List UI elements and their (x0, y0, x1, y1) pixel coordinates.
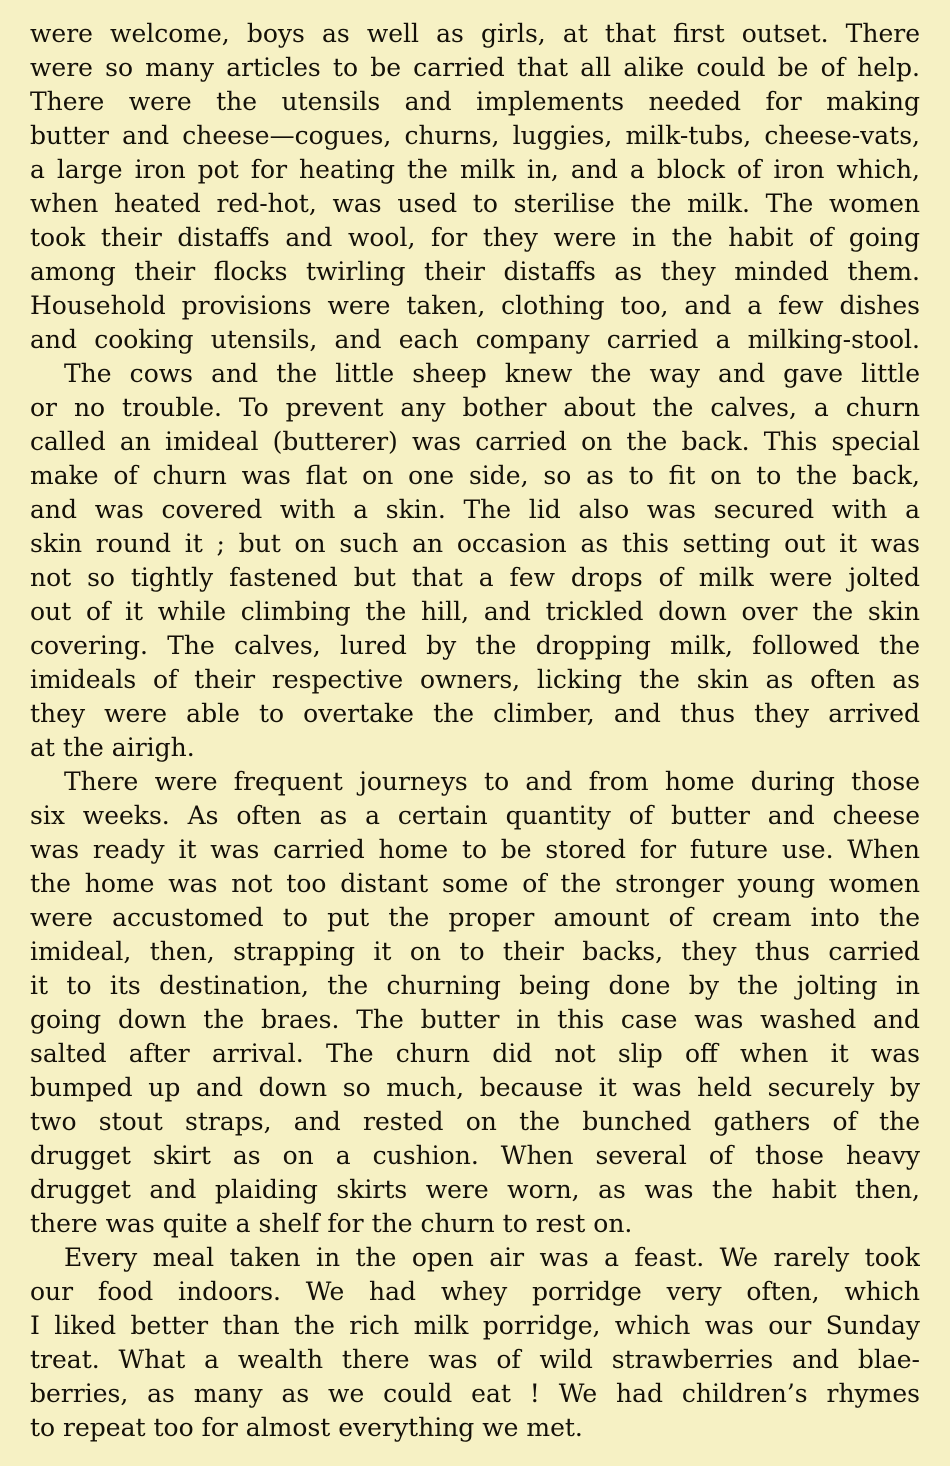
text-line: drugget skirt as on a cushion. When several of those heavy (30, 1141, 920, 1170)
text-line: six weeks. As often as a certain quantity of butter and cheese (30, 801, 920, 830)
text-line: our food indoors. We had whey porridge very often, which (30, 1277, 920, 1306)
text-line: and cooking utensils, and each company carried a milking-stool. (30, 325, 920, 354)
text-line: skin round it ; but on such an occasion as this setting out it was (30, 529, 920, 558)
text-line: Every meal taken in the open air was a feast. We rarely took (64, 1243, 920, 1272)
paragraph (30, 1241, 920, 1445)
text-line: took their distaffs and wool, for they were in the habit of going (30, 223, 920, 252)
text-line: there was quite a shelf for the churn to rest on. (30, 1209, 633, 1238)
text-line: were welcome, boys as well as girls, at that first outset. There (30, 19, 920, 48)
text-line: the home was not too distant some of the stronger young women (30, 869, 920, 898)
text-line: There were the utensils and implements needed for making (30, 87, 920, 116)
text-line: not so tightly fastened but that a few drops of milk were jolted (30, 563, 920, 592)
text-line: they were able to overtake the climber, and thus they arrived (30, 699, 920, 728)
text-line: make of churn was flat on one side, so as to fit on to the back, (30, 461, 920, 490)
text-line: a large iron pot for heating the milk in, and a block of iron which, (30, 155, 920, 184)
text-line: imideal, then, strapping it on to their backs, they thus carried (30, 937, 920, 966)
text-line: were accustomed to put the proper amount of cream into the (30, 903, 920, 932)
text-line: There were frequent journeys to and from home during those (64, 767, 920, 796)
text-line: were so many articles to be carried that all alike could be of help. (30, 53, 920, 82)
text-line: covering. The calves, lured by the dropping milk, followed the (30, 631, 920, 660)
text-line: going down the braes. The butter in this case was washed and (30, 1005, 920, 1034)
paragraph (30, 357, 920, 765)
text-line: imideals of their respective owners, licking the skin as often as (30, 665, 920, 694)
text-line: treat. What a wealth there was of wild strawberries and blae- (30, 1345, 920, 1374)
text-line: bumped up and down so much, because it was held securely by (30, 1073, 920, 1102)
text-line: I liked better than the rich milk porridge, which was our Sunday (30, 1311, 920, 1340)
text-line: berries, as many as we could eat ! We had children’s rhymes (30, 1379, 920, 1408)
text-line: Household provisions were taken, clothing too, and a few dishes (30, 291, 920, 320)
text-line: salted after arrival. The churn did not slip off when it was (30, 1039, 920, 1068)
text-line: and was covered with a skin. The lid also was secured with a (30, 495, 920, 524)
text-line: butter and cheese—cogues, churns, luggies, milk-tubs, cheese-vats, (30, 121, 920, 150)
text-line: to repeat too for almost everything we met. (30, 1413, 583, 1442)
text-line: among their flocks twirling their distaffs as they minded them. (30, 257, 920, 286)
paragraph (30, 765, 920, 1241)
text-line: out of it while climbing the hill, and trickled down over the skin (30, 597, 920, 626)
text-line: called an imideal (butterer) was carried on the back. This special (30, 427, 920, 456)
paragraph (30, 17, 920, 357)
text-line: when heated red-hot, was used to sterilise the milk. The women (30, 189, 920, 218)
text-line: The cows and the little sheep knew the way and gave little (64, 359, 920, 388)
text-line: drugget and plaiding skirts were worn, as was the habit then, (30, 1175, 920, 1204)
text-line: was ready it was carried home to be stored for future use. When (30, 835, 920, 864)
text-line: two stout straps, and rested on the bunched gathers of the (30, 1107, 920, 1136)
text-line: or no trouble. To prevent any bother about the calves, a churn (30, 393, 920, 422)
text-line: at the airigh. (30, 733, 195, 762)
text-line: it to its destination, the churning being done by the jolting in (30, 971, 920, 1000)
